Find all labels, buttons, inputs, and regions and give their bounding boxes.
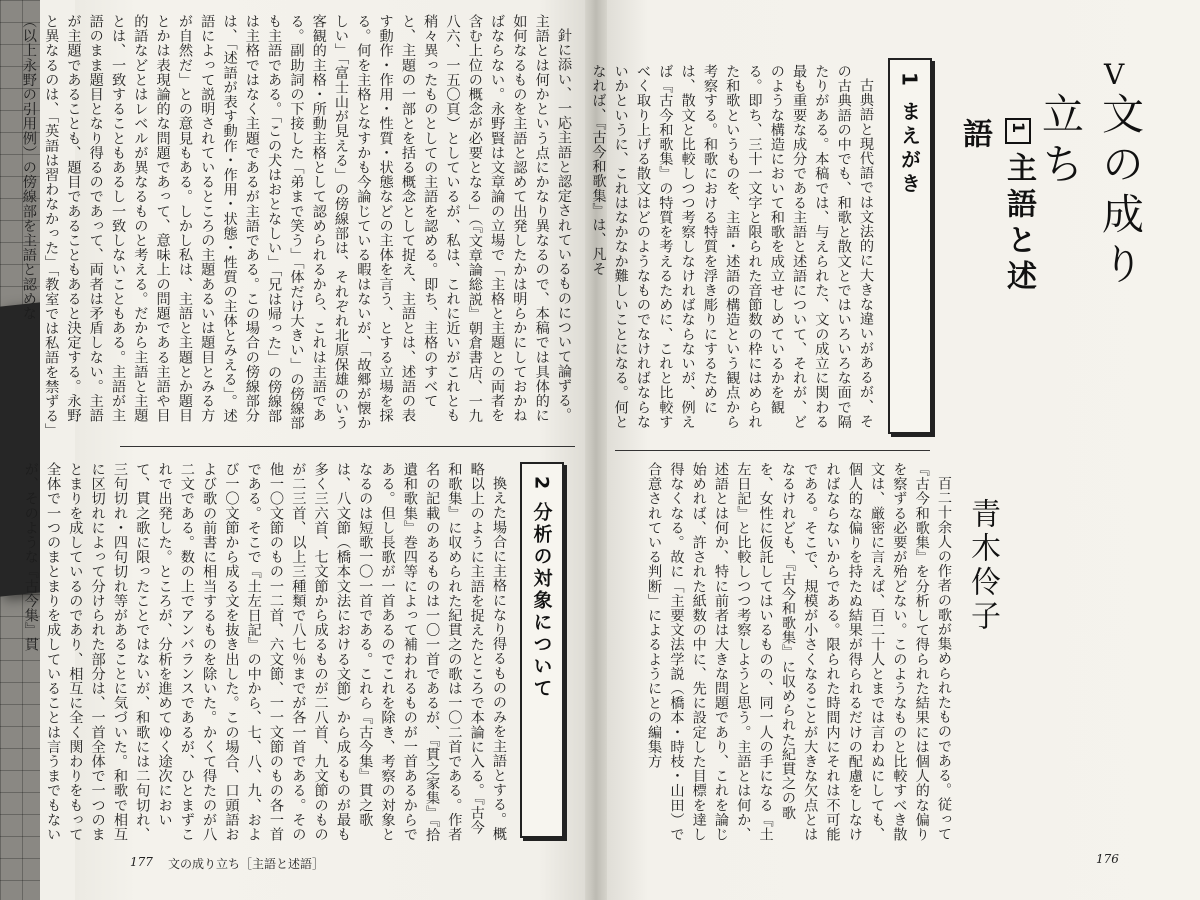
running-head: 文の成り立ち［主語と述語］ xyxy=(168,857,325,871)
section-title-text: 主語と述語 xyxy=(957,118,1036,296)
right-lower-body-text xyxy=(615,462,955,844)
page-divider-left xyxy=(120,446,575,447)
right-lower-paragraph: 百二十余人の作者の歌が集められたものである。従って『古今和歌集』を分析して得られた結果には個人的な偏りを察ずる必要が殆どない。このようなものと比較すべき散文は、厳密に言えば、百二十人とまでは言わぬにしても、個人的な偏りを持たぬ結果が得られるだけの配慮をしなければならないからである。限られた時間内にそれは不可能である。そこで、規模が小さくなることが大きな欠点とはなるけれども、『古今和歌集』に収められた紀貫之の歌を、女性に仮託してはいるものの、同一人の手になる『土左日記』と比較しつつ考察しようと思う。主語とは何か、述語とは何か、特に前者は大きな問題であり、これを論じ始めれば、許された紙数の中に、先に設定した目標を達し得なくなる。故に「主要文法学説（橋本・時枝・山田）で合意されている判断」によるようにとの編集方 xyxy=(646,462,952,842)
analysis-paragraph: 換えた場合に主格になり得るもののみを主語とする。概略以上のように主語を捉えたところで本論に入る。『古今和歌集』に収められた紀貫之の歌は一〇二首である。作者名の記載のあるものは一〇一首であるが、『貫之家集』『拾遺和歌集』巻四等によって補われるものが一首あるからである。但し長歌が一首あるのでこれを除き、考察の対象となるのは短歌一〇一首である。これら『古今集』貫之歌は、八文節（橋本文法における文節）から成るものが最も多く三六首、七文節から成るものが二八首、九文節のものが二三首、以上三種類で八七％までが各一首である。その他一〇文節のもの一二首、六文節、一一文節のもの各一首である。そこで『土左日記』の中から、七、八、九、および一〇文節から成る文を抜き出した。この場合、口頭語および歌の前書に相当するものを除いた。かくて得たのが八二文である。数の上でアンバランスであるが、ひとまずこれで出発した。ところが、分析を進めてゆく途次において、貫之歌に限ったことではないが、和歌には二句切れ、三句切れ・四句切れ等があることに気づいた。和歌で相互に区切れによって分けられた部分は、一首全体で一つのまとまりを成しているのであり、相互に全く関わりをもって全体で一つのまとまりを成していることは言うまでもないが、そのような『古今集』貫 xyxy=(22,462,507,842)
author-name: 青木伶子 xyxy=(965,498,1000,634)
heading-intro-text: 1 まえがき xyxy=(897,72,922,197)
chapter-title: 文の成り立ち xyxy=(1036,92,1145,292)
page-divider-right xyxy=(615,450,930,451)
left-upper-body-text xyxy=(20,14,575,434)
heading-intro xyxy=(888,58,932,434)
page-number-left: 177 xyxy=(130,855,153,869)
intro-paragraph: 古典語と現代語では文法的に大きな違いがあるが、その古典語の中でも、和歌と散文とではいろいろな面で隔たりがある。本稿では、与えられた、文の成立に関わる最も重要な成分である主語と述語について、それが、どのような構造において和歌を成立せしめているかを観る。即ち、三十一文字と限られた音節数の枠にはめられた和歌というものを、主語・述語の構造という観点から考察する。和歌における特質を浮き彫りにするためには、散文と比較しつつ考察しなければならないが、例えば『古今和歌集』の特質を考えるために、これと比較すべく取り上げる散文はどのようなものでなければならないかというに、これはなかなか難しいことになる。何となれば、『古今和歌集』は、凡そ xyxy=(590,64,874,429)
analysis-body-text xyxy=(22,462,510,842)
page-number-right: 176 xyxy=(1096,852,1119,866)
section-title xyxy=(952,118,1040,318)
chapter-number: Ⅴ xyxy=(1104,58,1125,91)
section-number-mark: 1 xyxy=(1005,118,1031,144)
intro-body-text xyxy=(590,64,877,440)
heading-analysis xyxy=(520,462,564,838)
left-upper-paragraph: 針に添い、一応主語と認定されているものについて論ずる。主語とは何かという点にかなり異なるので、本稿では具体的に如何なるものを主語と認めて出発したかは明らかにしておかねばならない。永野賢は文章論の立場で「主格と主題との両者を含む上位の概念が必要となる」（『文章論総説』朝倉書店、一九八六、一五〇頁）としているが、私は、これに近いがこれとも稍々異ったものとしての主語を認める。即ち、主格のすべてと、主題の一部とを括る概念として捉え、主語とは、述語の表す動作・作用・性質・状態などの主体を言う、とする立場を採る。何を主格となすかも今論じている暇はないが、「故郷が懐かしい」「富士山が見える」の傍線部は、それぞれ北原保雄のいう客観的主格・所動主格として認められるから、これは主語である。副助詞の下接した「弟まで笑う」「体だけ大きい」の傍線部も主語である。「この犬はおとなしい」「兄は帰った」の傍線部は主格ではなく主題であるが主語である。この場合の傍線部分は、「述語が表す動作・作用・状態・性質の主体とみえる」。述語によって説明されているところの主題あるいは題目とみる方が自然だ」との意見もある。しかし私は、主語と主題とか題目とかは表現論的な問題であって、意味上の問題である主語や目的語などとはレベルが異なるものと考える。だから主語と主題とは、一致することもあるし一致しないこともある。主語が主語のまま題目となり得るのであって、両者は矛盾しない。主語が主題であることも、題目であることもあると決定する。永野と異なるのは、「英語は習わなかった」「教室では私語を禁ずる」（以上永野の引用例）の傍線部を主語と認めな xyxy=(20,14,572,431)
heading-analysis-text: 2 分析の対象について xyxy=(530,476,553,700)
